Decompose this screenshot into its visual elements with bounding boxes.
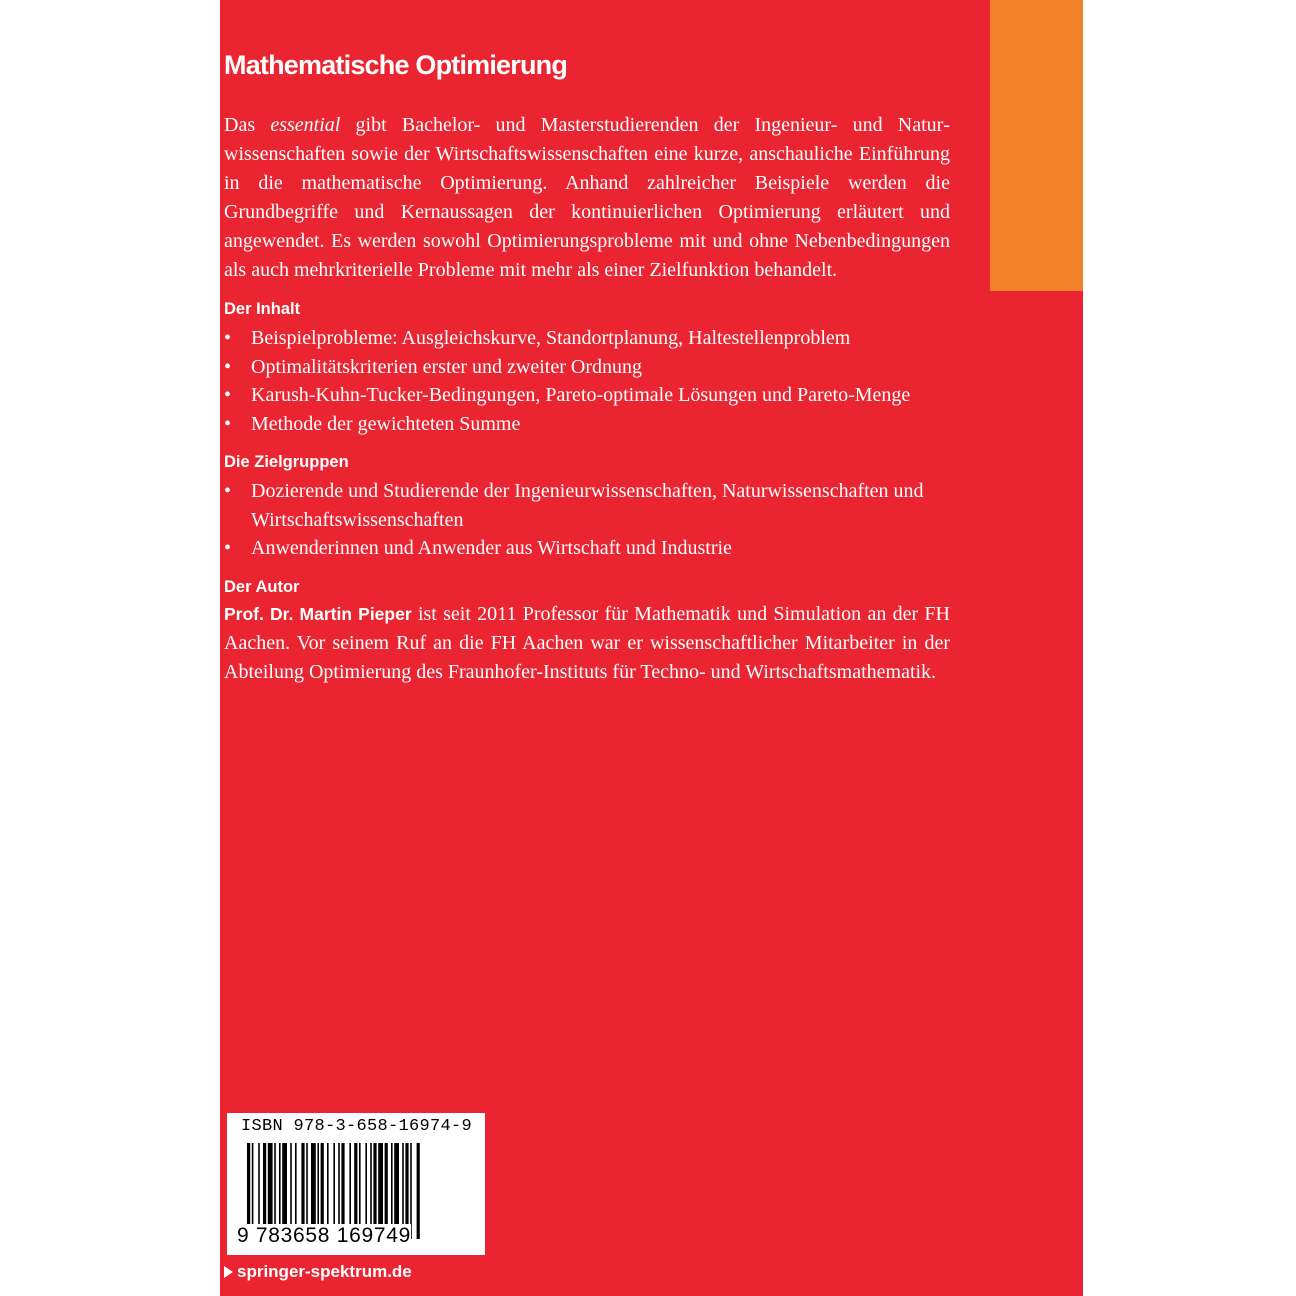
list-item-text: Beispielprobleme: Ausgleichskurve, Standortplanung, Haltestellenproblem [251,327,851,349]
list-item-text: Anwenderinnen und Anwender aus Wirtschaft und Industrie [251,537,732,559]
zielgruppen-list [224,477,950,563]
list-item [224,410,950,439]
author-bio: ist seit 2011 Professor für Mathematik und Simulation an der FH Aachen. Vor seinem Ruf an die FH Aachen war er wissenschaftlicher Mitarbeiter in der Abteilung Optimierung des Fraunhofer-Instituts für Techno- und Wirtschaftsmathematik. [224,602,950,683]
list-item-text: Optimalitätskriterien erster und zweiter Ordnung [251,355,642,378]
orange-accent-tab [990,0,1083,291]
isbn-label: ISBN 978-3-658-16974-9 [241,1117,473,1136]
list-item [224,324,950,353]
book-title: Mathematische Optimierung [224,50,568,80]
list-item [224,477,950,534]
list-item-text: Dozierende und Studierende der Ingenieurwissenschaften, Naturwissenschaften und Wirtschaftswissenschaften [251,480,924,531]
bullet-icon: • [224,355,232,378]
list-item [224,381,950,410]
list-item-text: Karush-Kuhn-Tucker-Bedingungen, Pareto-optimale Lösungen und Pareto-Menge [251,384,911,406]
intro-emphasis: essential [270,114,341,136]
ean-number: 9 783658 169749 [237,1224,411,1247]
bullet-icon: • [224,537,232,559]
author-paragraph [224,600,950,687]
bullet-icon: • [224,412,232,435]
isbn-barcode [227,1113,485,1255]
intro-paragraph [224,111,950,285]
section-heading-zielgruppen: Die Zielgruppen [224,453,349,471]
section-heading-autor: Der Autor [224,577,300,596]
bullet-icon: • [224,480,232,502]
arrow-right-icon [224,1266,233,1278]
cover-content [224,111,950,687]
list-item [224,353,950,382]
intro-lead: Das [224,114,271,136]
bullet-icon: • [224,327,232,349]
list-item [224,534,950,563]
list-item-text: Methode der gewichteten Summe [251,412,521,435]
author-name: Prof. Dr. Martin Pieper [224,603,412,624]
book-back-cover [220,0,1083,1296]
barcode-bar [417,1143,420,1239]
inhalt-list [224,324,950,438]
section-heading-inhalt: Der Inhalt [224,300,301,318]
bullet-icon: • [224,384,232,406]
publisher-website [224,1262,412,1282]
website-text: springer-spektrum.de [237,1262,412,1281]
intro-text: gibt Bachelor- und Masterstudierenden der Ingenieur- und Naturwissenschaften sowie der Wirtschaftswissenschaften eine kurze, anschauliche Einführung in die mathematische Optimierung. Anhand zahlreicher Beispiele werden die Grundbegriffe und Kernaussagen der kontinuierlichen Optimierung erläutert und angewendet. Es werden sowohl Optimierungsprobleme mit und ohne Nebenbedingungen als auch mehrkriterielle Probleme mit mehr als einer Zielfunktion behandelt. [224,114,950,281]
